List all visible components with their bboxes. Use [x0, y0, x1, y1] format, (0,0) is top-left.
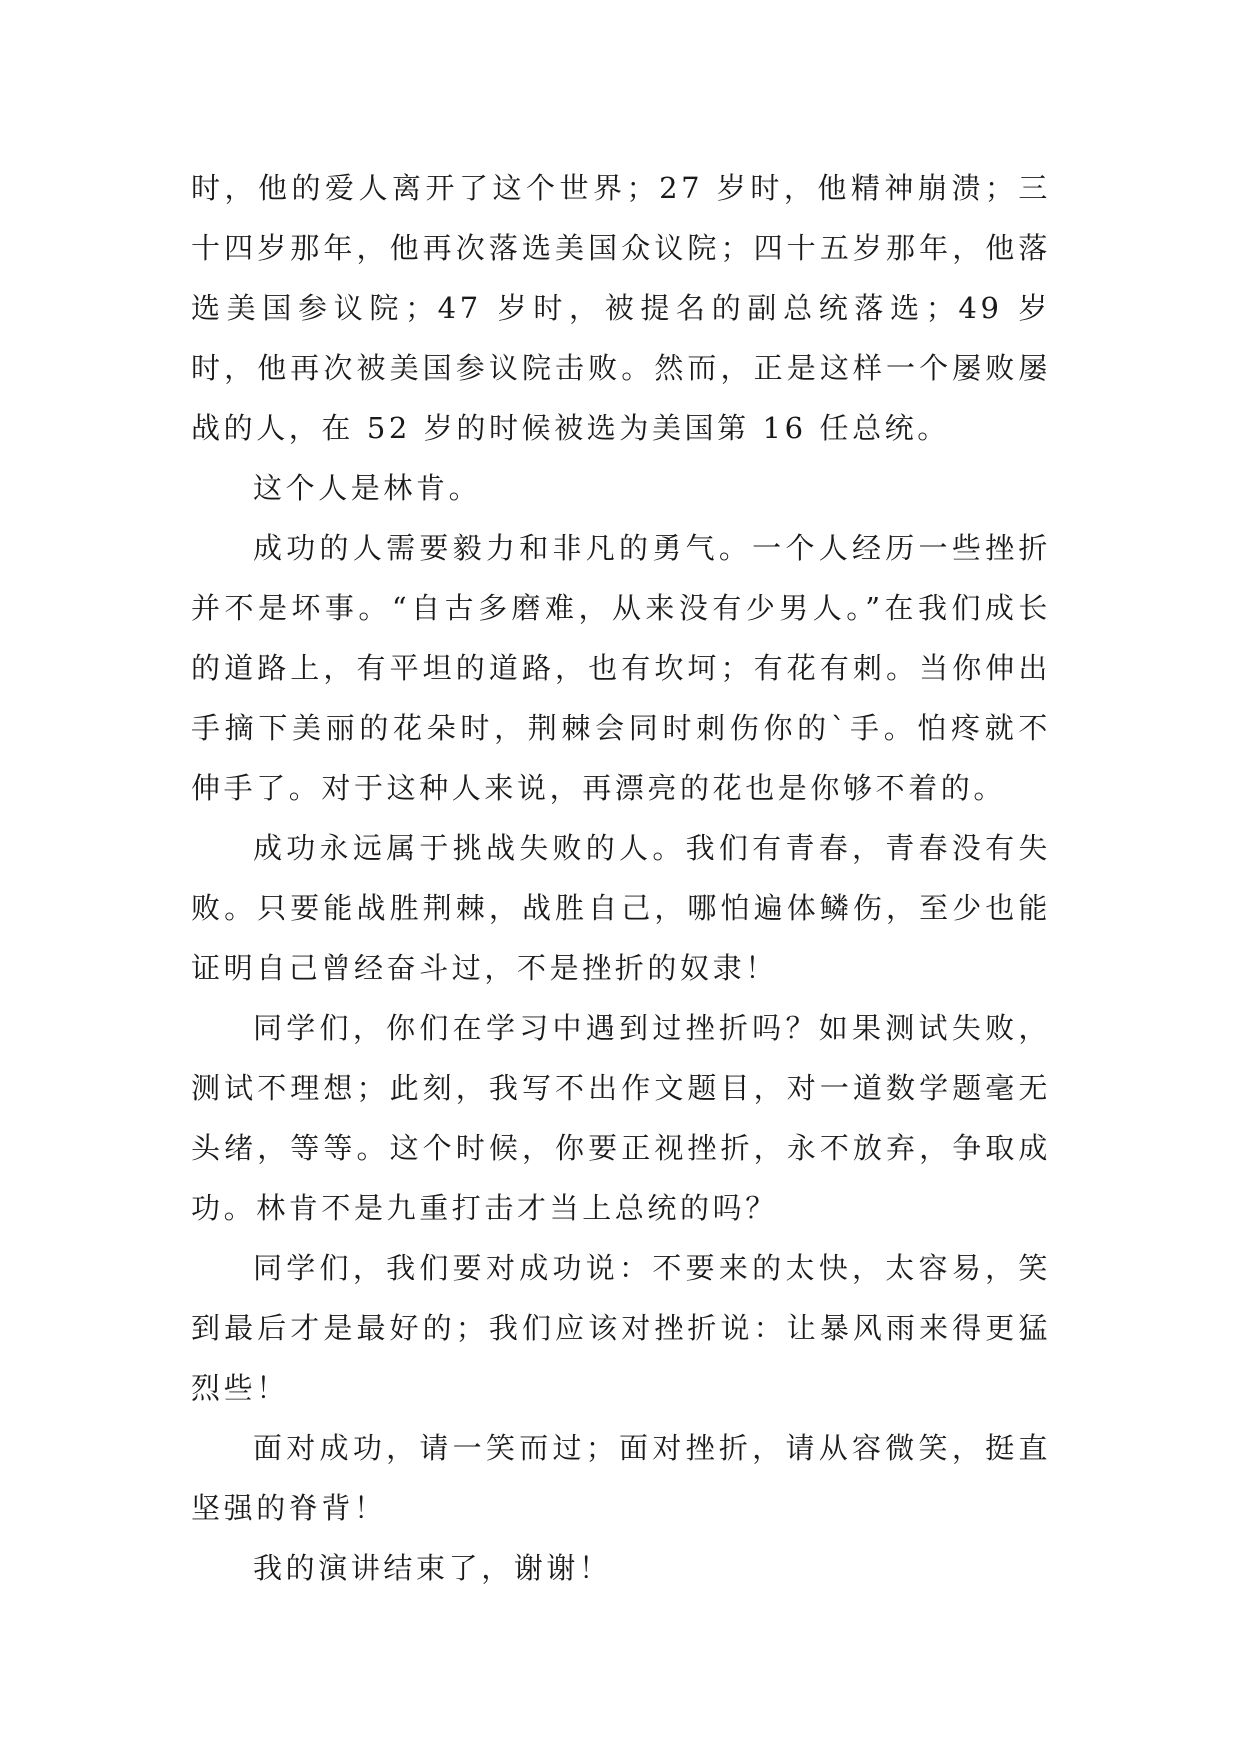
paragraph-continued: 时，他的爱人离开了这个世界；27 岁时，他精神崩溃；三十四岁那年，他再次落选美国众议院；四十五岁那年，他落选美国参议院；47 岁时，被提名的副总统落选；49 岁时，他再次被美国参议院击败。然而，正是这样一个屡败屡战的人，在 52 岁的时候被选为美国第 16 任总统。 — [191, 171, 1051, 445]
paragraph-face-success: 面对成功，请一笑而过；面对挫折，请从容微笑，挺直坚强的脊背！ — [191, 1431, 1051, 1525]
paragraph-classmates-say: 同学们，我们要对成功说：不要来的太快，太容易，笑到最后才是最好的；我们应该对挫折说：让暴风雨来得更猛烈些！ — [191, 1251, 1051, 1405]
speech-body — [191, 158, 1051, 1598]
paragraph-closing: 我的演讲结束了，谢谢！ — [253, 1551, 612, 1585]
paragraph-challenge: 成功永远属于挑战失败的人。我们有青春，青春没有失败。只要能战胜荆棘，战胜自己，哪怕遍体鳞伤，至少也能证明自己曾经奋斗过，不是挫折的奴隶！ — [191, 831, 1051, 985]
paragraph-lincoln-reveal: 这个人是林肯。 — [253, 471, 482, 505]
paragraph-classmates-question: 同学们，你们在学习中遇到过挫折吗？如果测试失败，测试不理想；此刻，我写不出作文题目，对一道数学题毫无头绪，等等。这个时候，你要正视挫折，永不放弃，争取成功。林肯不是九重打击才当上总统的吗？ — [191, 1011, 1051, 1225]
paragraph-courage: 成功的人需要毅力和非凡的勇气。一个人经历一些挫折并不是坏事。“自古多磨难，从来没有少男人。”在我们成长的道路上，有平坦的道路，也有坎坷；有花有刺。当你伸出手摘下美丽的花朵时，荆棘会同时刺伤你的`手。怕疼就不伸手了。对于这种人来说，再漂亮的花也是你够不着的。 — [191, 531, 1051, 805]
